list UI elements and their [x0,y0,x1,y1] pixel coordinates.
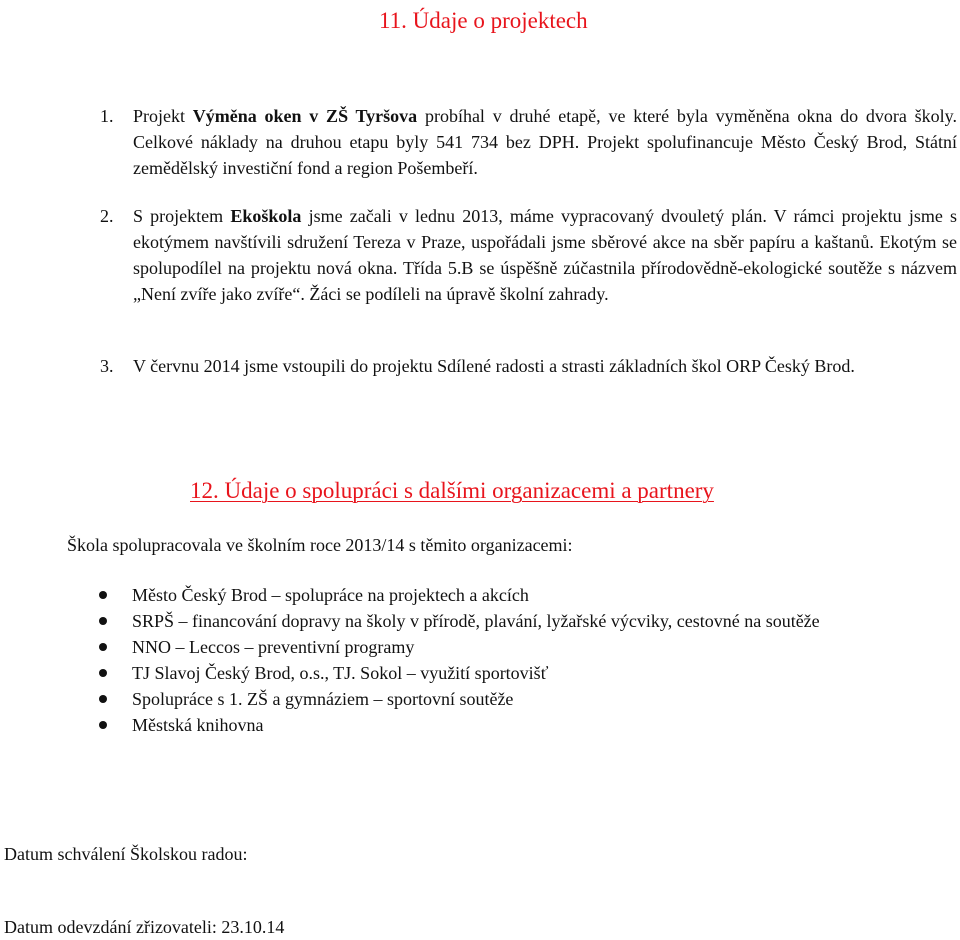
list-item: TJ Slavoj Český Brod, o.s., TJ. Sokol – využití sportovišť [96,660,958,686]
item-number: 2. [100,206,114,226]
approval-date: Datum schválení Školskou radou: [4,844,248,864]
partners-intro: Škola spolupracovala ve školním roce 2013/14 s těmito organizacemi: [67,535,573,555]
project-name: Ekoškola [230,206,302,226]
list-item: SRPŠ – financování dopravy na školy v přírodě, plavání, lyžařské výcviky, cestovné na soutěže [96,608,958,634]
project-item-windows: Projekt Výměna oken v ZŠ Tyršova probíhal v druhé etapě, ve které byla vyměněna okna do dvora školy. Celkové náklady na druhou etapu byly 541 734 bez DPH. Projekt spolufinancuje Město Český Brod, Státní zemědělský investiční fond a region Pošembeří. [133,106,958,178]
bullet-icon [99,695,107,703]
bullet-icon [99,591,107,599]
list-item: Město Český Brod – spolupráce na projektech a akcích [96,582,958,608]
list-item: Spolupráce s 1. ZŠ a gymnáziem – sportovní soutěže [96,686,958,712]
list-item: NNO – Leccos – preventivní programy [96,634,958,660]
section-12-title: 12. Údaje o spolupráci s dalšími organizacemi a partnery [190,478,714,503]
bullet-icon [99,617,107,625]
partners-list [96,582,958,738]
list-item: Městská knihovna [96,712,958,738]
section-11-title: 11. Údaje o projektech [379,8,588,33]
item-number: 1. [100,106,114,126]
bullet-icon [99,669,107,677]
item-number: 3. [100,356,114,376]
submission-date: Datum odevzdání zřizovateli: 23.10.14 [4,917,285,937]
bullet-icon [99,721,107,729]
project-name: Výměna oken v ZŠ Tyršova [192,106,418,126]
project-item-shared-joys: V červnu 2014 jsme vstoupili do projektu Sdílené radosti a strasti základních škol ORP Český Brod. [133,356,855,376]
project-item-ekoskola: S projektem Ekoškola jsme začali v lednu 2013, máme vypracovaný dvouletý plán. V rámci projektu jsme s ekotýmem navštívili sdružení Tereza v Praze, uspořádali jsme sběrové akce na sběr papíru a kaštanů. Ekotým se spolupodílel na projektu nová okna. Třída 5.B se úspěšně zúčastnila přírodovědně-ekologické soutěže s názvem „Není zvíře jako zvíře“. Žáci se podíleli na úpravě školní zahrady. [133,206,957,304]
bullet-icon [99,643,107,651]
